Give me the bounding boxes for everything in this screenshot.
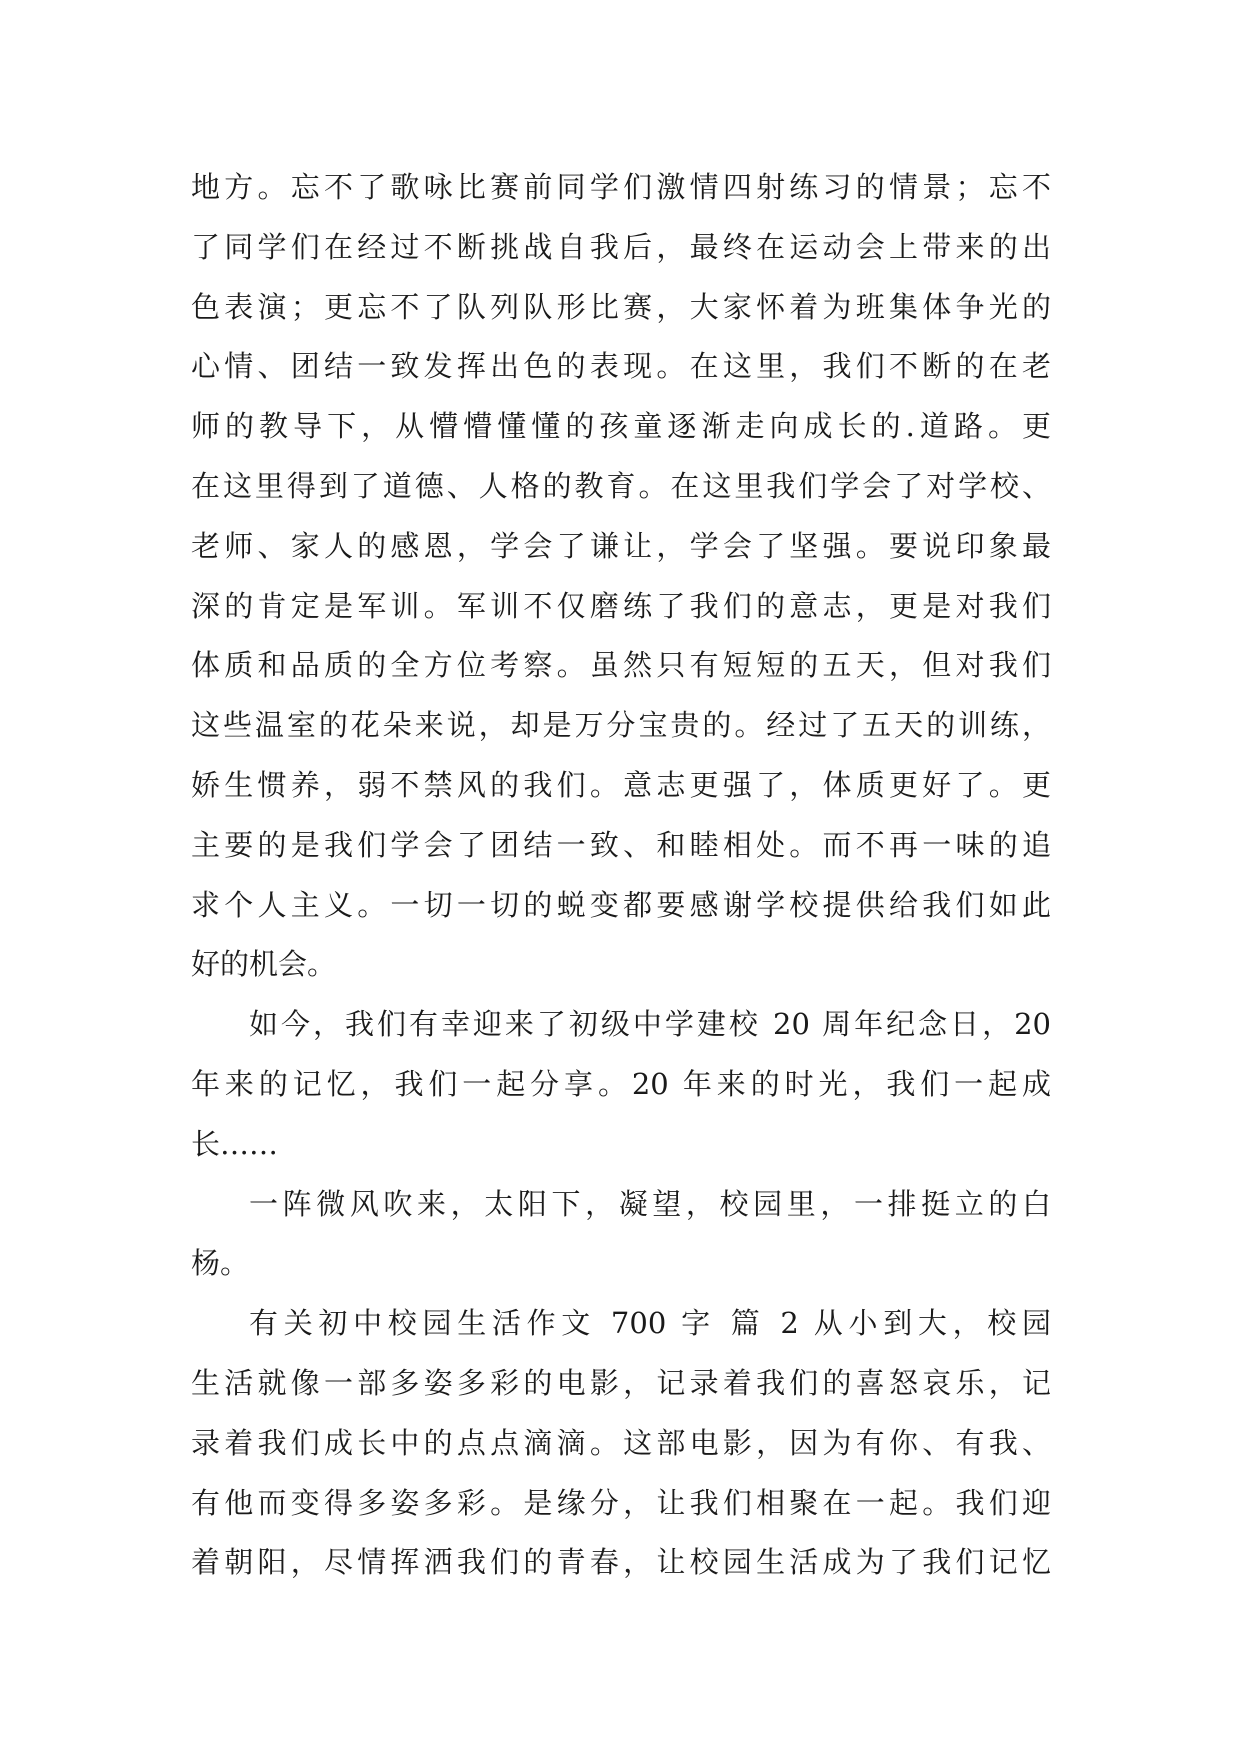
paragraph-start-line: 如今，我们有幸迎来了初级中学建校 20 周年纪念日，20	[249, 1007, 1051, 1042]
text-line: 有他而变得多姿多彩。是缘分，让我们相聚在一起。我们迎	[191, 1485, 1051, 1520]
text-line: 师的教导下，从懵懵懂懂的孩童逐渐走向成长的.道路。更	[191, 409, 1051, 444]
text-line: 好的机会。	[191, 947, 337, 982]
text-line: 地方。忘不了歌咏比赛前同学们激情四射练习的情景；忘不	[191, 170, 1051, 204]
essay-body	[191, 158, 1051, 1593]
text-line: 求个人主义。一切一切的蜕变都要感谢学校提供给我们如此	[191, 887, 1051, 922]
text-line: 在这里得到了道德、人格的教育。在这里我们学会了对学校、	[191, 468, 1051, 503]
section-heading-line: 有关初中校园生活作文 700 字 篇 2 从小到大，校园	[249, 1306, 1051, 1341]
paragraph-start-line: 一阵微风吹来，太阳下，凝望，校园里，一排挺立的白	[249, 1186, 1051, 1221]
text-line: 娇生惯养，弱不禁风的我们。意志更强了，体质更好了。更	[191, 767, 1051, 802]
text-line: 心情、团结一致发挥出色的表现。在这里，我们不断的在老	[191, 349, 1051, 384]
text-line: 这些温室的花朵来说，却是万分宝贵的。经过了五天的训练，	[191, 708, 1051, 743]
text-line: 生活就像一部多姿多彩的电影，记录着我们的喜怒哀乐，记	[191, 1365, 1051, 1400]
text-line: 主要的是我们学会了团结一致、和睦相处。而不再一味的追	[191, 827, 1051, 862]
text-line: 体质和品质的全方位考察。虽然只有短短的五天，但对我们	[191, 648, 1051, 683]
text-line: 深的肯定是军训。军训不仅磨练了我们的意志，更是对我们	[191, 588, 1051, 623]
text-line: 录着我们成长中的点点滴滴。这部电影，因为有你、有我、	[191, 1425, 1051, 1460]
text-line: 着朝阳，尽情挥洒我们的青春，让校园生活成为了我们记忆	[191, 1545, 1051, 1580]
text-line: 老师、家人的感恩，学会了谦让，学会了坚强。要说印象最	[191, 528, 1051, 563]
text-line: 年来的记忆，我们一起分享。20 年来的时光，我们一起成	[191, 1066, 1051, 1101]
text-line: 长……	[191, 1126, 279, 1161]
text-line: 色表演；更忘不了队列队形比赛，大家怀着为班集体争光的	[191, 289, 1051, 324]
text-line: 杨。	[191, 1246, 250, 1281]
text-line: 了同学们在经过不断挑战自我后，最终在运动会上带来的出	[191, 229, 1051, 264]
